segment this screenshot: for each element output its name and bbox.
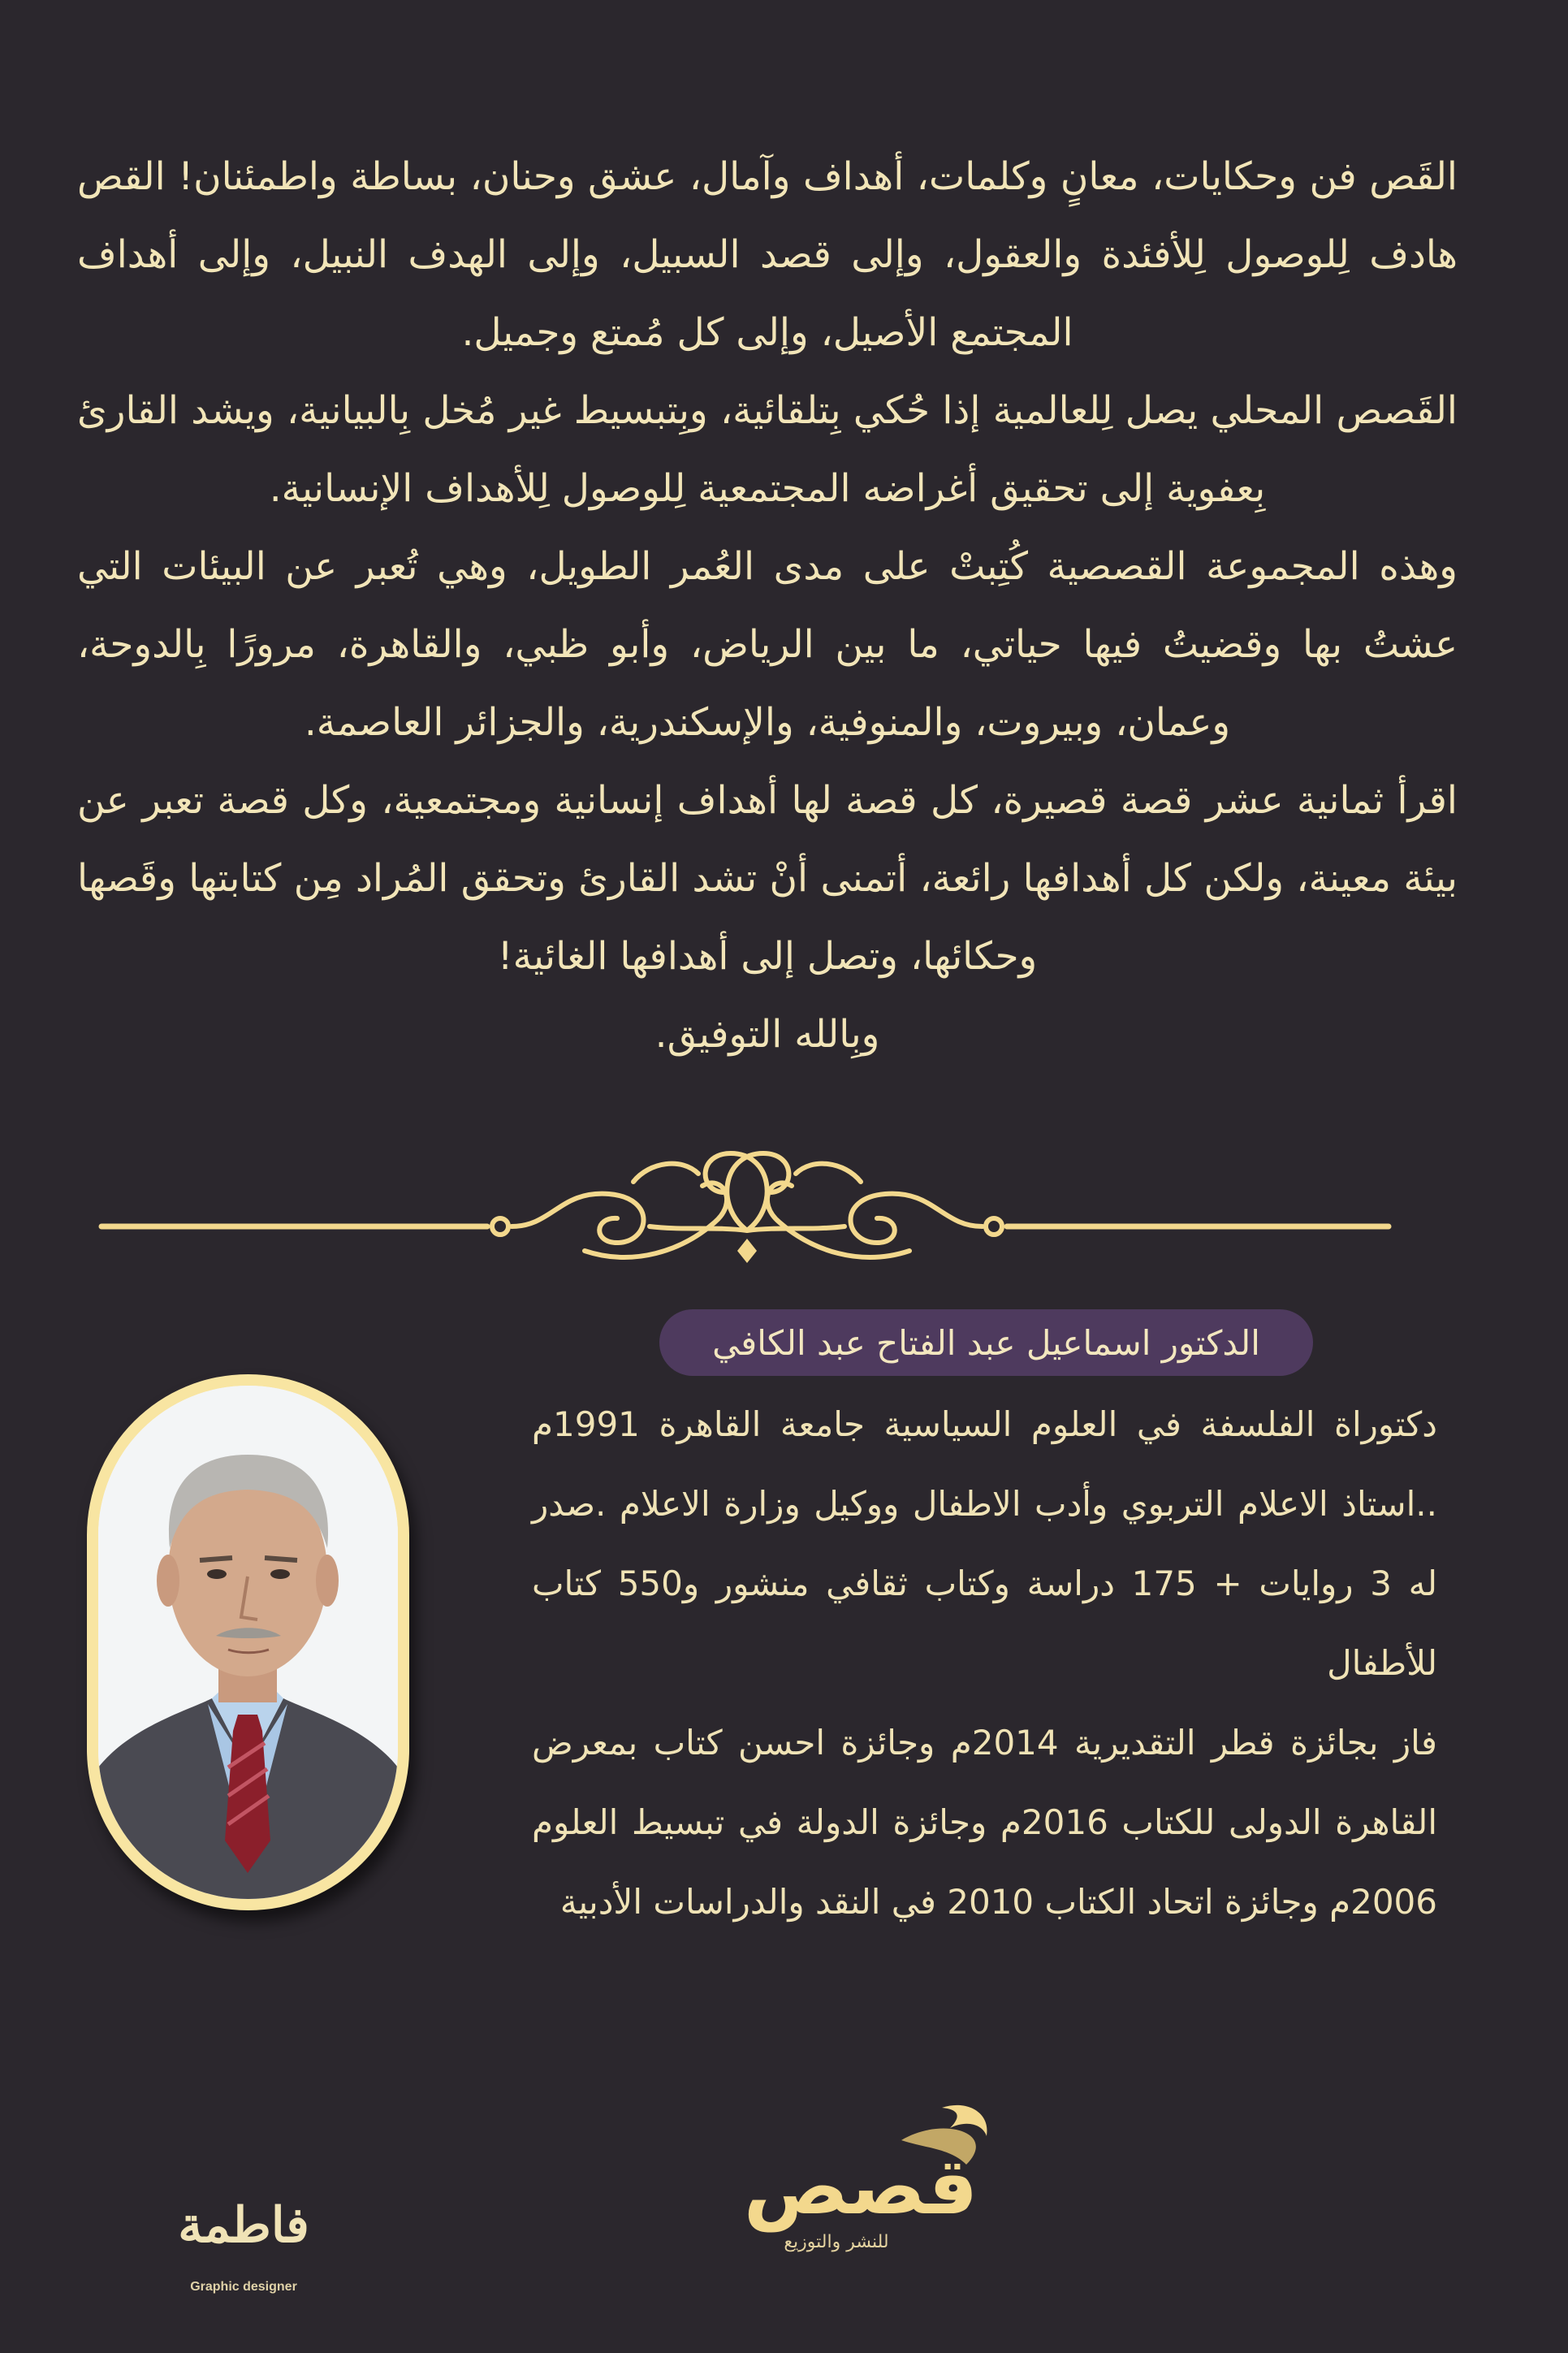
intro-paragraph: وهذه المجموعة القصصية كُتِبتْ على مدى العُمر الطويل، وهي تُعبر عن البيئات التي عشتُ بها وقضيتُ فيها حياتي، ما بين الرياض، وأبو ظبي، والقاهرة، مرورًا بِالدوحة، وعمان، وبيروت، والمنوفية، والإسكندرية، والجزائر العاصمة. [77, 544, 1458, 745]
author-photo [98, 1386, 398, 1899]
publisher-name: قصص [743, 2141, 978, 2232]
designer-label: Graphic designer [190, 2280, 297, 2294]
publisher-logo [698, 2091, 1023, 2254]
designer-signature-text: فاطمة [178, 2197, 309, 2254]
intro-paragraph: القَصص المحلي يصل لِلعالمية إذا حُكي بِتلقائية، وبِتبسيط غير مُخل بِالبيانية، ويشد القارئ بِعفوية إلى تحقيق أغراضه المجتمعية لِلوصول لِلأهداف الإنسانية. [77, 388, 1458, 511]
closing-line: وبِالله التوفيق. [654, 1012, 880, 1057]
intro-paragraph: القَص فن وحكايات، معانٍ وكلمات، أهداف وآمال، عشق وحنان، بساطة واطمئنان! القص هادف لِلوصول لِلأفئدة والعقول، وإلى قصد السبيل، وإلى الهدف النبيل، وإلى أهداف المجتمع الأصيل، وإلى كل مُمتع وجميل. [77, 154, 1458, 355]
ornamental-divider [97, 1129, 1397, 1324]
author-name: الدكتور اسماعيل عبد الفتاح عبد الكافي [712, 1322, 1260, 1363]
bio-paragraph: فاز بجائزة قطر التقديرية 2014م وجائزة احسن كتاب بمعرض القاهرة الدولى للكتاب 2016م وجائزة الدولة في تبسيط العلوم 2006م وجائزة اتحاد الكتاب 2010 في النقد والدراسات الأدبية [532, 1723, 1438, 1922]
intro-paragraph: اقرأ ثمانية عشر قصة قصيرة، كل قصة لها أهداف إنسانية ومجتمعية، وكل قصة تعبر عن بيئة معينة، ولكن كل أهدافها رائعة، أتمنى أنْ تشد القارئ وتحقق المُراد مِن كتابتها وقَصها وحكائها، وتصل إلى أهدافها الغائية! [77, 778, 1458, 979]
author-name-badge [659, 1309, 1313, 1376]
intro-text-block [77, 138, 1458, 1074]
author-photo-frame [87, 1374, 409, 1910]
bio-paragraph: دكتوراة الفلسفة في العلوم السياسية جامعة القاهرة 1991م ..استاذ الاعلام التربوي وأدب الاطفال ووكيل وزارة الاعلام .صدر له 3 روايات + 175 دراسة وكتاب ثقافي منشور و550 كتاب للأطفال [532, 1404, 1437, 1683]
publisher-tagline: للنشر والتوزيع [784, 2232, 889, 2252]
author-bio [532, 1385, 1437, 1942]
designer-signature [171, 2136, 317, 2299]
